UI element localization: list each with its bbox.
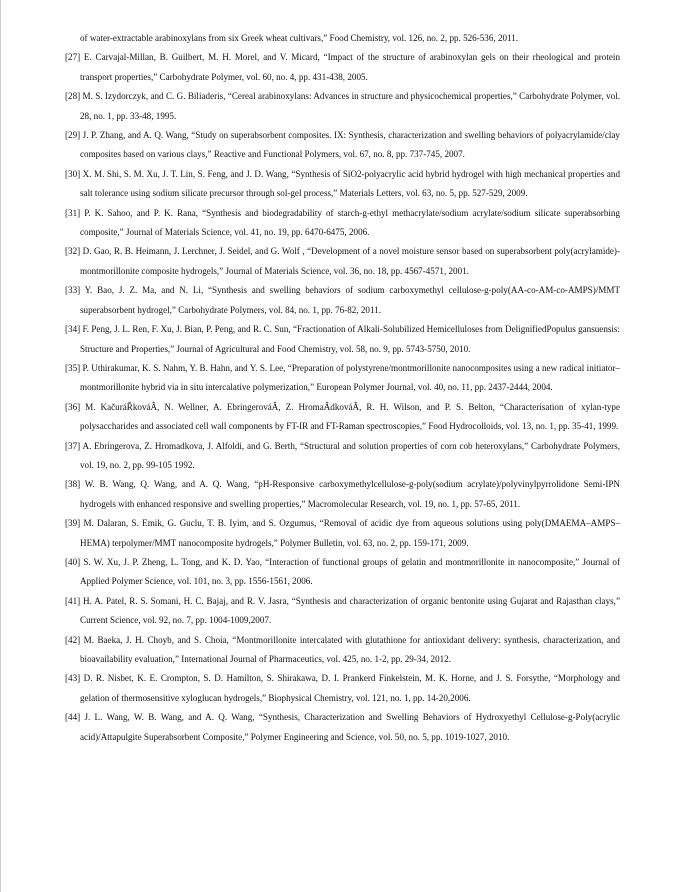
reference-number: [28] — [65, 91, 81, 102]
reference-text: H. A. Patel, R. S. Somani, H. C. Bajaj, and R. V. Jasra, “Synthesis and characterization of organic bentonite using Gujarat and Rajasthan clays,” Current Science, vol. 92, no. 7, pp. 1004-1009,2007. — [80, 595, 620, 626]
reference-text: M. S. Izydorczyk, and C. G. Biliaderis, “Cereal arabinoxylans: Advances in structure and physicochemical properties,” Carbohydrate Polymer, vol. 28, no. 1, pp. 33-48, 1995. — [80, 91, 620, 121]
reference-text: X. M. Shi, S. M. Xu, J. T. Lin, S. Feng, and J. D. Wang, “Synthesis of SiO2-polyacrylic acid hybrid hydrogel with high mechanical properties and salt tolerance using sodium silicate precursor through sol-gel process,” Materials Letters, vol. 63, no. 5, pp. 527-529, 2009. — [80, 168, 620, 199]
reference-item — [65, 242, 620, 281]
reference-number: [38] — [65, 479, 81, 490]
reference-item — [65, 165, 620, 204]
reference-item — [65, 592, 620, 631]
page-edge-divider — [0, 0, 1, 892]
reference-item — [65, 87, 620, 126]
reference-number: [27] — [65, 52, 81, 63]
reference-number: [29] — [65, 130, 81, 141]
reference-item — [65, 204, 620, 243]
reference-number: [42] — [65, 634, 81, 645]
reference-list — [65, 29, 620, 747]
reference-text: J. P. Zhang, and A. Q. Wang, “Study on superabsorbent composites. IX: Synthesis, characterization and swelling behaviors of polyacrylamide/clay composites based on various clays,” Reactive and Functional Polymers, vol. 67, no. 8, pp. 737-745, 2007. — [80, 130, 620, 160]
reference-number: [36] — [65, 401, 81, 412]
reference-item — [65, 708, 620, 747]
reference-text: of water-extractable arabinoxylans from six Greek wheat cultivars,” Food Chemistry, vol. 126, no. 2, pp. 526-536, 2011. — [80, 33, 519, 43]
reference-number: [30] — [65, 168, 81, 179]
reference-number: [32] — [65, 246, 81, 257]
reference-item — [65, 29, 620, 48]
reference-number: [43] — [65, 673, 81, 684]
reference-number: [39] — [65, 518, 81, 529]
reference-number: [44] — [65, 712, 81, 723]
reference-text: P. Uthirakumar, K. S. Nahm, Y. B. Hahn, and Y. S. Lee, “Preparation of polystyrene/montmorillonite nanocomposites using a new radical initiator–montmorillonite hybrid via in situ intercalative polymerization,” European Polymer Journal, vol. 40, no. 11, pp. 2437-2444, 2004. — [80, 362, 621, 393]
reference-text: A. Ebringerova, Z. Hromadkova, J. Alfoldi, and G. Berth, “Structural and solution properties of corn cob heteroxylans,” Carbohydrate Polymers, vol. 19, no. 2, pp. 99-105 1992. — [80, 440, 620, 470]
reference-number: [37] — [65, 440, 81, 451]
reference-text: Y. Bao, J. Z. Ma, and N. Li, “Synthesis and swelling behaviors of sodium carboxymethyl cellulose-g-poly(AA-co-AM-co-AMPS)/MMT superabsorbent hydrogel,” Carbohydrate Polymers, vol. 84, no. 1, pp. 76-82, 2011. — [80, 285, 620, 315]
reference-text: P. K. Sahoo, and P. K. Rana, “Synthesis and biodegradability of starch-g-ethyl methacrylate/sodium acrylate/sodium silicate superabsorbing composite,” Journal of Materials Science, vol. 41, no. 19, pp. 6470-6475, 2006. — [80, 207, 620, 238]
reference-number: [33] — [65, 285, 81, 296]
reference-item — [65, 553, 620, 592]
reference-item — [65, 398, 620, 437]
reference-text: D. R. Nisbet, K. E. Crompton, S. D. Hamilton, S. Shirakawa, D. I. Prankerd Finkelstein, M. K. Horne, and J. S. Forsythe, “Morphology and gelation of thermosensitive xyloglucan hydrogels,” Biophysical Chemistry, vol. 121, no. 1, pp. 14-20,2006. — [80, 673, 620, 703]
reference-text: M. Dalaran, S. Emik, G. Guclu, T. B. Iyim, and S. Ozgumus, “Removal of acidic dye from aqueous solutions using poly(DMAEMA–AMPS–HEMA) terpolymer/MMT nanocomposite hydrogels,” Polymer Bulletin, vol. 63, no. 2, pp. 159-171, 2009. — [80, 518, 621, 548]
reference-item — [65, 475, 620, 514]
reference-number: [31] — [65, 207, 81, 218]
reference-text: M. KačuráŘkováÂ, N. Wellner, A. EbringerováÂ, Z. HromaÂdkováÂ, R. H. Wilson, and P. S. Belton, “Characterisation of xylan-type polysaccharides and associated cell wall components by FT-IR and FT-Raman spectroscopies,” Food Hydrocolloids, vol. 13, no. 1, pp. 35-41, 1999. — [80, 401, 621, 432]
reference-item — [65, 669, 620, 708]
reference-text: D. Gao, R. B. Heimann, J. Lerchner, J. Seidel, and G. Wolf , “Development of a novel moisture sensor based on superabsorbent poly(acrylamide)-montmorillonite composite hydrogels,” Journal of Materials Science, vol. 36, no. 18, pp. 4567-4571, 2001. — [80, 246, 620, 276]
reference-item — [65, 359, 620, 398]
reference-item — [65, 631, 620, 670]
reference-item — [65, 281, 620, 320]
reference-text: W. B. Wang, Q. Wang, and A. Q. Wang, “pH-Responsive carboxymethylcellulose-g-poly(sodium acrylate)/polyvinylpyrrolidone Semi-IPN hydrogels with enhanced responsive and swelling properties,” Macromolecular Research, vol. 19, no. 1, pp. 57-65, 2011. — [80, 479, 621, 509]
reference-text: M. Baeka, J. H. Choyb, and S. Choia, “Montmorillonite intercalated with glutathione for antioxidant delivery: synthesis, characterization, and bioavailability evaluation,” International Journal of Pharmaceutics, vol. 425, no. 1-2, pp. 29-34, 2012. — [80, 634, 620, 664]
reference-text: J. L. Wang, W. B. Wang, and A. Q. Wang, “Synthesis, Characterization and Swelling Behaviors of Hydroxyethyl Cellulose-g-Poly(acrylic acid)/Attapulgite Superabsorbent Composite,” Polymer Engineering and Science, vol. 50, no. 5, pp. 1019-1027, 2010. — [80, 712, 620, 742]
reference-item — [65, 320, 620, 359]
reference-text: F. Peng, J. L. Ren, F. Xu, J. Bian, P. Peng, and R. C. Sun, “Fractionation of Alkali-Solubilized Hemicelluloses from DelignifiedPopulus gansuensis: Structure and Properties,” Journal of Agricultural and Food Chemistry, vol. 58, no. 9, pp. 5743-5750, 2010. — [80, 324, 620, 354]
reference-item — [65, 437, 620, 476]
reference-number: [41] — [65, 595, 81, 606]
reference-text: E. Carvajal-Millan, B. Guilbert, M. H. Morel, and V. Micard, “Impact of the structure of arabinoxylan gels on their rheological and protein transport properties,” Carbohydrate Polymer, vol. 60, no. 4, pp. 431-438, 2005. — [80, 52, 620, 82]
reference-number: [34] — [65, 324, 81, 335]
reference-item — [65, 126, 620, 165]
reference-text: S. W. Xu, J. P. Zheng, L. Tong, and K. D. Yao, “Interaction of functional groups of gelatin and montmorillonite in nanocomposite,” Journal of Applied Polymer Science, vol. 101, no. 3, pp. 1556-1561, 2006. — [80, 556, 621, 587]
reference-number: [40] — [65, 556, 81, 567]
reference-item — [65, 48, 620, 87]
reference-number: [35] — [65, 362, 81, 373]
reference-item — [65, 514, 620, 553]
